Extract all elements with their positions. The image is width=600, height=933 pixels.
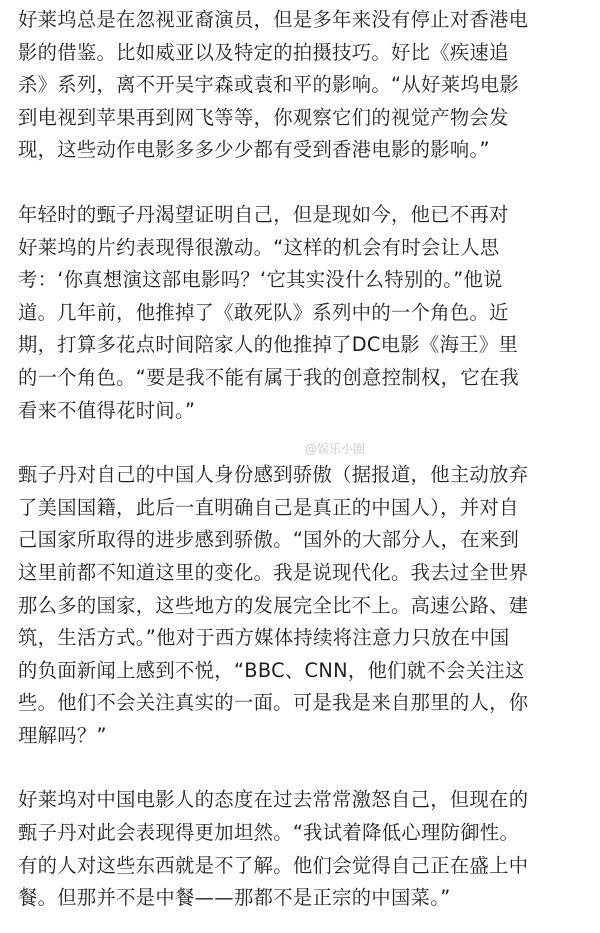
text-line: 些。他们不会关注真实的一面。可是我是来自那里的人，你 [18,691,529,715]
paragraph-spacer [18,167,584,199]
text-line: 看来不值得花时间。” [18,398,196,422]
text-line: 杀》系列，离不开吴宇森或袁和平的影响。“从好莱坞电影 [18,73,520,97]
text-line: 这里前都不知道这里的变化。我是说现代化。我去过全世界 [18,560,529,584]
paragraph-1 [18,4,584,167]
text-line: 好莱坞对中国电影人的态度在过去常常激怒自己，但现在的 [18,788,529,812]
text-line: 的一个角色。“要是我不能有属于我的创意控制权，它在我 [18,365,520,389]
text-line: 道。几年前，他推掉了《敢死队》系列中的一个角色。近 [18,300,509,324]
text-line: 到电视到苹果再到网飞等等，你观察它们的视觉产物会发 [18,105,509,129]
text-line: 影的借鉴。比如威亚以及特定的拍摄技巧。好比《疾速追 [18,40,509,64]
text-line: 理解吗？” [18,723,107,747]
paragraph-2 [18,199,584,427]
text-line: 的负面新闻上感到不悦，“BBC、CNN，他们就不会关注这 [18,658,525,682]
text-line: 好莱坞总是在忽视亚裔演员，但是多年来没有停止对香港电 [18,8,529,31]
text-line: 年轻时的甄子丹渴望证明自己，但是现如今，他已不再对 [18,202,509,226]
text-line: 餐。但那并不是中餐——那都不是正宗的中国菜。” [18,886,451,910]
text-line: 那么多的国家，这些地方的发展完全比不上。高速公路、建 [18,593,529,617]
text-line: 有的人对这些东西就是不了解。他们会觉得自己正在盛上中 [18,853,529,877]
paragraph-spacer [18,427,584,459]
watermark: @娱乐小圈 [305,442,366,456]
article-body [18,4,584,915]
text-line: 好莱坞的片约表现得很激动。“这样的机会有时会让人思 [18,235,500,259]
text-line: 期，打算多花点时间陪家人的他推掉了DC电影《海王》里 [18,333,519,357]
text-line: 甄子丹对此会表现得更加坦然。“我试着降低心理防御性。 [18,821,520,845]
text-line: 筑，生活方式。”他对于西方媒体持续将注意力只放在中国 [18,626,510,650]
paragraph-spacer [18,752,584,784]
text-line: 己国家所取得的进步感到骄傲。“国外的大部分人，在来到 [18,528,520,552]
text-line: 现，这些动作电影多多少少都有受到香港电影的影响。” [18,138,490,162]
paragraph-4 [18,784,584,914]
text-line: 甄子丹对自己的中国人身份感到骄傲（据报道，他主动放弃 [18,463,529,487]
text-line: 考：‘你真想演这部电影吗？‘它其实没什么特别的。”他说 [18,268,503,292]
text-line: 了美国国籍，此后一直明确自己是真正的中国人），并对自 [18,495,519,519]
paragraph-3 [18,459,584,752]
